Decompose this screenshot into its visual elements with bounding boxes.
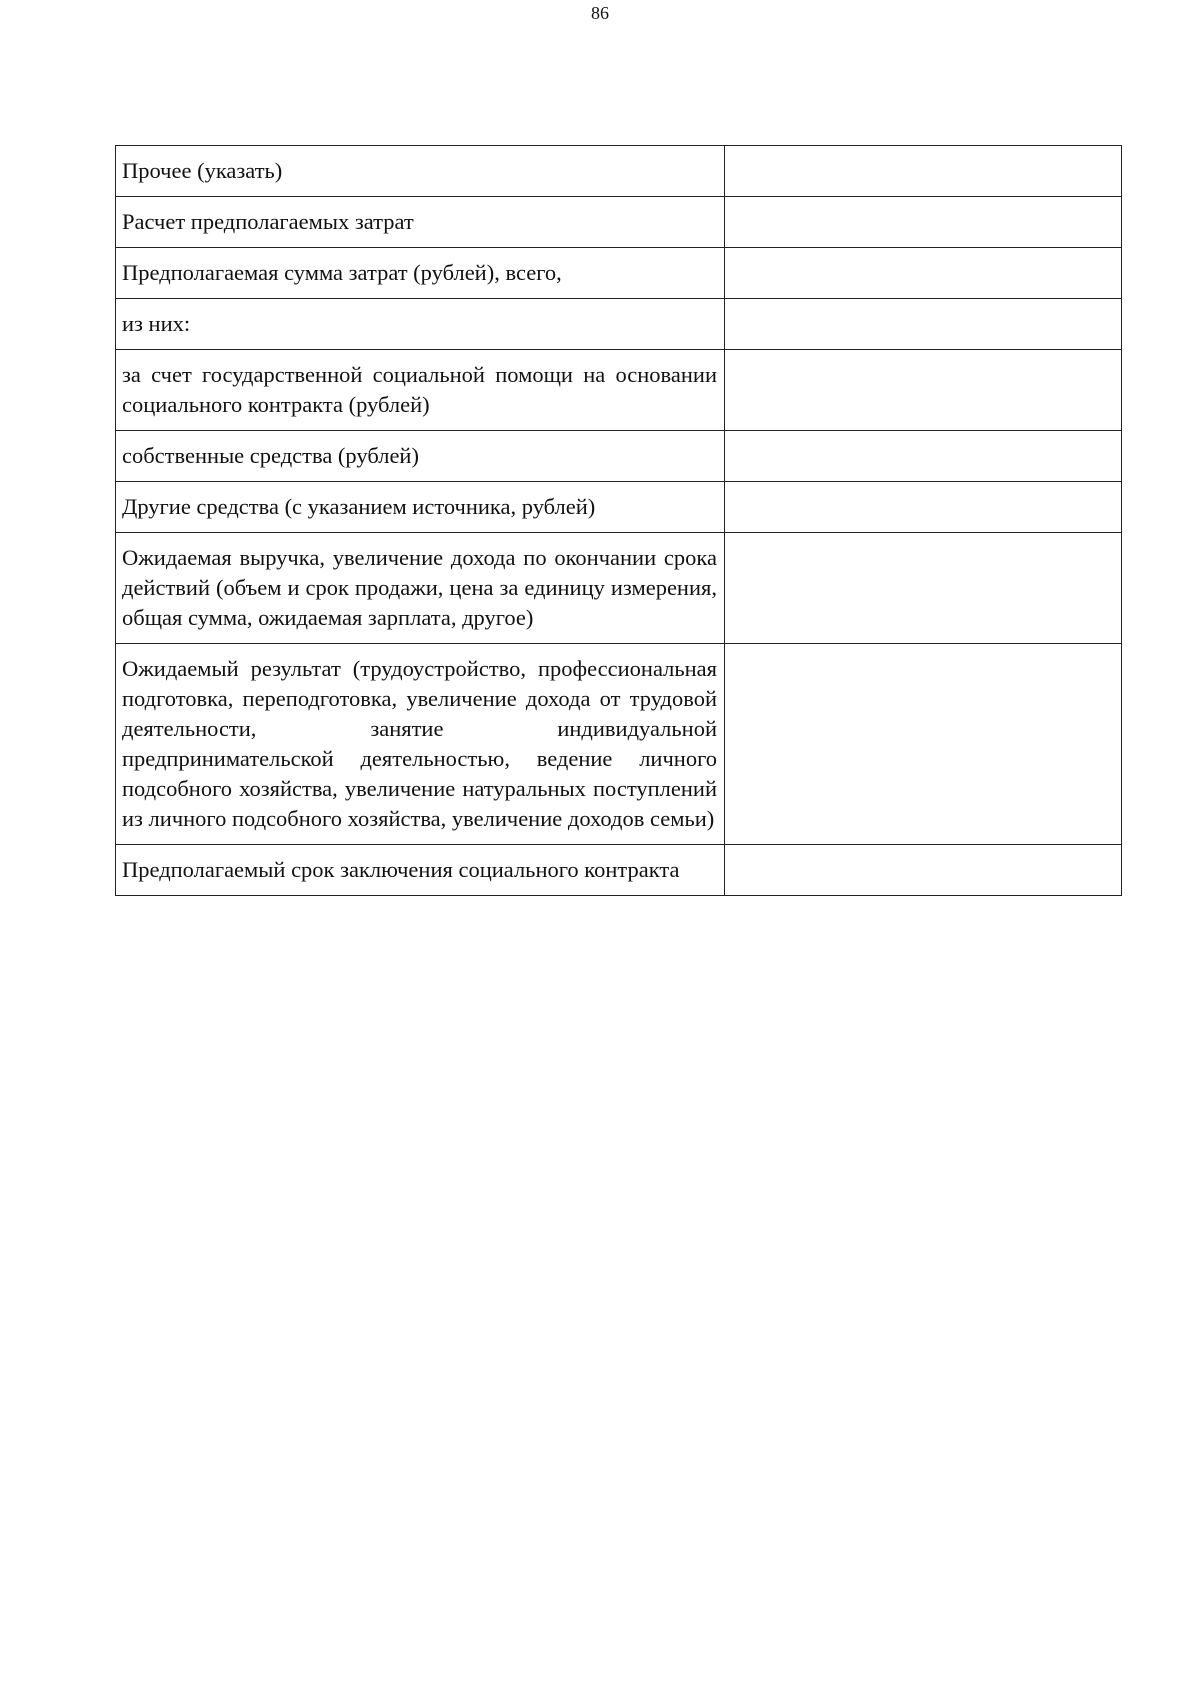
row-label-cell (116, 482, 725, 533)
row-value-cell[interactable] (725, 533, 1122, 644)
row-label: Предполагаемый срок заключения социального контракта (122, 857, 680, 882)
row-value-cell[interactable] (725, 350, 1122, 431)
row-label: из них: (122, 311, 191, 336)
row-value-cell[interactable] (725, 644, 1122, 845)
row-label: Расчет предполагаемых затрат (122, 209, 414, 234)
row-label-cell (116, 350, 725, 431)
row-label-cell (116, 533, 725, 644)
row-label-cell (116, 248, 725, 299)
table-row-own-funds (116, 431, 1122, 482)
row-label: за счет государственной социальной помощи на основании социального контракта (рублей) (122, 362, 717, 417)
row-label-cell (116, 431, 725, 482)
table-row-total-cost (116, 248, 1122, 299)
row-value-cell[interactable] (725, 845, 1122, 896)
row-label-cell (116, 146, 725, 197)
row-label: собственные средства (рублей) (122, 443, 419, 468)
row-label: Ожидаемый результат (трудоустройство, профессиональная подготовка, переподготовка, увеличение дохода от трудовой деятельности, занятие индивидуальной предпринимательской деятельностью, ведение личного подсобного хозяйства, увеличение натуральных поступлений из личного подсобного хозяйства, увеличение доходов семьи) (122, 656, 717, 831)
page-number: 86 (591, 3, 609, 23)
table-row-contract-term (116, 845, 1122, 896)
row-label: Другие средства (с указанием источника, рублей) (122, 494, 596, 519)
table-row-state-assistance (116, 350, 1122, 431)
row-value-cell[interactable] (725, 431, 1122, 482)
row-value-cell[interactable] (725, 197, 1122, 248)
row-label-cell (116, 299, 725, 350)
row-label: Предполагаемая сумма затрат (рублей), всего, (122, 260, 562, 285)
row-label: Ожидаемая выручка, увеличение дохода по окончании срока действий (объем и срок продажи, цена за единицу измерения, общая сумма, ожидаемая зарплата, другое) (122, 545, 717, 630)
cost-estimate-table (115, 145, 1122, 896)
table-row-cost-calculation (116, 197, 1122, 248)
table-row-expected-result (116, 644, 1122, 845)
row-value-cell[interactable] (725, 248, 1122, 299)
row-value-cell[interactable] (725, 299, 1122, 350)
table-row-other-funds (116, 482, 1122, 533)
row-label: Прочее (указать) (122, 158, 283, 183)
row-value-cell[interactable] (725, 146, 1122, 197)
table-row-other (116, 146, 1122, 197)
row-label-cell (116, 197, 725, 248)
row-label-cell (116, 644, 725, 845)
table-row-of-which (116, 299, 1122, 350)
row-label-cell (116, 845, 725, 896)
table-row-expected-revenue (116, 533, 1122, 644)
row-value-cell[interactable] (725, 482, 1122, 533)
